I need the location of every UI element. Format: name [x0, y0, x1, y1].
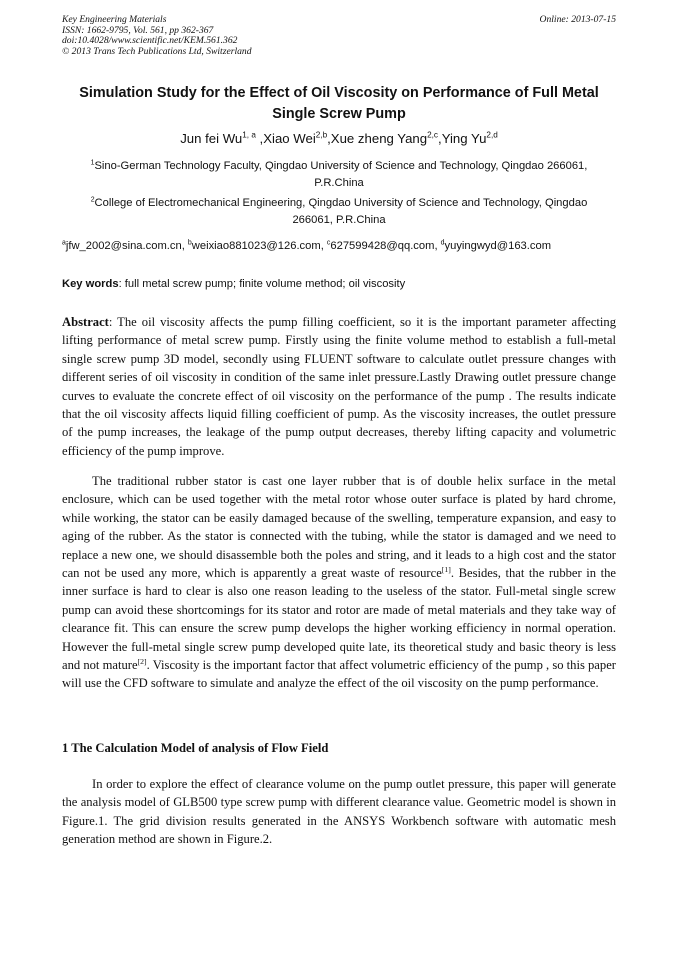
author-separator: , — [327, 131, 331, 146]
section-paragraph: In order to explore the effect of clearance volume on the pump outlet pressure, this paper will generate the analysis model of GLB500 type screw pump with different clearance value. Geometric model is shown in Figure.1. The grid division results generated in the ANSYS Workbench software with automatic mesh generation method are shown in Figure.2. — [62, 777, 616, 847]
author-name: Jun fei Wu — [180, 131, 243, 146]
author-affiliation-mark: 2,b — [315, 130, 328, 140]
affiliation-mark: 1 — [90, 159, 95, 167]
abstract-label: Abstract — [62, 315, 109, 329]
paragraph-text: . Viscosity is the important factor that affect volumetric efficiency of the pump , so this paper will use the CFD software to simulate and analyze the effect of the oil viscosity on the pump performance. — [62, 658, 616, 691]
email-address[interactable]: jfw_2002@sina.com.cn — [65, 240, 182, 252]
author-separator: , — [438, 131, 442, 146]
keywords — [62, 276, 616, 293]
journal-name: Key Engineering Materials — [62, 14, 167, 25]
email-list: $^a$jfw_2002@sina.com.cn, $^b$weixiao881023@126.com, $^c$627599428@qq.com, $^d$yuyingwyd@163.com — [62, 239, 552, 252]
citation-ref: [1] — [441, 564, 451, 574]
affiliation-text: Sino-German Technology Faculty, Qingdao University of Science and Technology, Qingdao 266061, P.R.China — [94, 160, 588, 189]
paragraph-text: The traditional rubber stator is cast one layer rubber that is of double helix surface in the metal enclosure, which can be used together with the metal rotor whose outer surface is plated by hard chrome, while working, the stator can be easily damaged because of the swelling, temperature expansion, and easy to aging of the rubber. As the stator is connected with the tubing, while the stator is damaged and we need to replace a new one, we should disassemble both the poles and string, and it leads to a high cost and the stator can not be used any more, which is apparently a great waste of resource — [62, 474, 616, 581]
author-separator: , — [255, 131, 264, 146]
email-address[interactable]: weixiao881023@126.com — [191, 240, 321, 252]
email-address[interactable]: yuyingwyd@163.com — [444, 240, 552, 252]
author-name: Xiao Wei — [263, 131, 316, 146]
email-mark: b — [187, 239, 192, 247]
email-mark: d — [440, 239, 445, 247]
author-list — [62, 130, 616, 148]
affiliation-1 — [78, 158, 600, 192]
author-affiliation-mark: 1, a — [242, 130, 256, 140]
affiliation-text: College of Electromechanical Engineering, Qingdao University of Science and Technology, Qingdao 266061, P.R.China — [94, 197, 588, 226]
affiliation-2 — [78, 195, 600, 229]
author-affiliation-mark: 2,c — [427, 130, 439, 140]
email-mark: c — [326, 239, 331, 247]
abstract — [62, 313, 616, 460]
abstract-text: : The oil viscosity affects the pump filling coefficient, so it is the important parameter affecting lifting performance of metal screw pump. Firstly using the finite volume method to establish a full-metal single screw pump 3D model, secondly using FLUENT software to calculate outlet pressure changes with different series of oil viscosity in condition of the same inlet pressure.Lastly Drawing outlet pressure change curves to evaluate the concrete effect of oil viscosity on the performance of the pump . The results indicate that the oil viscosity affects liquid filling coefficient of pump. As the viscosity increases, the outlet pressure of the pump increases, the leakage of the pump output decreases, thereby lifting capacity and volumetric efficiency of the pump improve. — [62, 315, 616, 458]
citation-ref: [2] — [137, 656, 147, 666]
email-address[interactable]: 627599428@qq.com — [330, 240, 435, 252]
author-affiliation-mark: 2,d — [486, 130, 498, 140]
email-mark: a — [62, 239, 66, 247]
paragraph-text: . Besides, that the rubber in the inner surface is hard to clear is also one reason leading to the useless of the stator. Full-metal single screw pump can avoid these shortcomings for its stator and rotor are made of metal materials and they take way of clearance fit. This can ensure the screw pump develops the higher working efficiency in normal operation. However the full-metal single screw pump developed quite late, its theoretical study and basic theory is less and not mature — [62, 566, 616, 673]
issn-line: ISSN: 1662-9795, Vol. 561, pp 362-367 — [62, 24, 214, 36]
author-name: Ying Yu — [441, 131, 487, 146]
online-date: Online: 2013-07-15 — [539, 14, 616, 25]
body-paragraph — [62, 472, 616, 693]
doi-line: doi:10.4028/www.scientific.net/KEM.561.362 — [62, 35, 238, 47]
section-heading: 1 The Calculation Model of analysis of Flow Field — [62, 741, 329, 755]
paper-title: Simulation Study for the Effect of Oil Viscosity on Performance of Full Metal Single Screw Pump — [79, 85, 599, 122]
affiliation-mark: 2 — [90, 196, 95, 204]
author-name: Xue zheng Yang — [330, 131, 428, 146]
copyright-line: © 2013 Trans Tech Publications Ltd, Switzerland — [62, 45, 252, 57]
keywords-label: Key words — [62, 278, 119, 290]
keywords-text: : full metal screw pump; finite volume method; oil viscosity — [118, 278, 406, 290]
journal-header — [62, 15, 616, 57]
